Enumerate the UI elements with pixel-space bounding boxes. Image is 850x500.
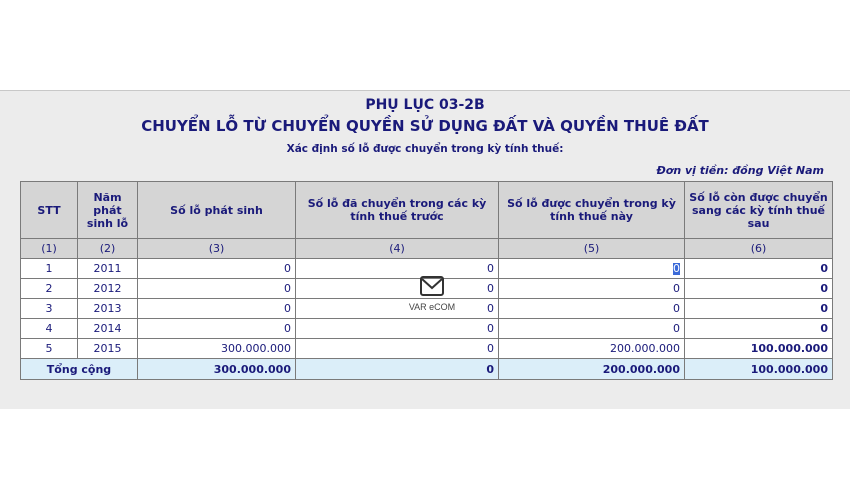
year-cell: 2013 bbox=[78, 299, 138, 319]
col-index: (3) bbox=[138, 239, 296, 259]
col-index: (2) bbox=[78, 239, 138, 259]
total-transfer-this: 200.000.000 bbox=[499, 359, 685, 380]
column-index-row bbox=[21, 239, 833, 259]
form-title: CHUYỂN LỖ TỪ CHUYỂN QUYỀN SỬ DỤNG ĐẤT VÀ QUYỀN THUÊ ĐẤT bbox=[141, 117, 709, 135]
col-header-remaining: Số lỗ còn được chuyển sang các kỳ tính thuế sau bbox=[685, 182, 833, 239]
table-header-row bbox=[21, 182, 833, 239]
col-index: (6) bbox=[685, 239, 833, 259]
remaining-loss-cell: 0 bbox=[685, 279, 833, 299]
watermark bbox=[402, 274, 462, 324]
remaining-loss-cell: 0 bbox=[685, 299, 833, 319]
arising-loss-field[interactable]: 0 bbox=[138, 299, 296, 319]
total-label: Tổng cộng bbox=[21, 359, 138, 380]
stt-cell: 1 bbox=[21, 259, 78, 279]
arising-loss-field[interactable]: 0 bbox=[138, 259, 296, 279]
transfer-this-period-field[interactable]: 0 bbox=[499, 319, 685, 339]
stt-cell: 5 bbox=[21, 339, 78, 359]
col-header-arising: Số lỗ phát sinh bbox=[138, 182, 296, 239]
col-header-transferred-before: Số lỗ đã chuyển trong các kỳ tính thuế trước bbox=[296, 182, 499, 239]
year-cell: 2015 bbox=[78, 339, 138, 359]
arising-loss-field[interactable]: 0 bbox=[138, 279, 296, 299]
col-index: (4) bbox=[296, 239, 499, 259]
total-row bbox=[21, 359, 833, 380]
transferred-before-field[interactable]: 0 bbox=[296, 259, 499, 279]
table-row bbox=[21, 339, 833, 359]
year-cell: 2012 bbox=[78, 279, 138, 299]
remaining-loss-cell: 100.000.000 bbox=[685, 339, 833, 359]
watermark-text: VAR eCOM bbox=[408, 302, 456, 312]
col-header-transfer-this: Số lỗ được chuyển trong kỳ tính thuế này bbox=[499, 182, 685, 239]
total-arising: 300.000.000 bbox=[138, 359, 296, 380]
col-index: (1) bbox=[21, 239, 78, 259]
arising-loss-field[interactable]: 0 bbox=[138, 319, 296, 339]
transferred-before-field[interactable]: 0 bbox=[296, 299, 499, 319]
stt-cell: 2 bbox=[21, 279, 78, 299]
transfer-this-period-field[interactable] bbox=[499, 259, 685, 279]
currency-unit: Đơn vị tiền: đồng Việt Nam bbox=[656, 164, 824, 177]
total-remaining: 100.000.000 bbox=[685, 359, 833, 380]
col-header-stt: STT bbox=[21, 182, 78, 239]
remaining-loss-cell: 0 bbox=[685, 259, 833, 279]
col-header-year: Năm phát sinh lỗ bbox=[78, 182, 138, 239]
transferred-before-field[interactable]: 0 bbox=[296, 279, 499, 299]
total-transferred-before: 0 bbox=[296, 359, 499, 380]
transfer-this-period-field[interactable]: 200.000.000 bbox=[499, 339, 685, 359]
mail-icon bbox=[418, 274, 446, 300]
remaining-loss-cell: 0 bbox=[685, 319, 833, 339]
col-index: (5) bbox=[499, 239, 685, 259]
year-cell: 2011 bbox=[78, 259, 138, 279]
transfer-this-period-field[interactable]: 0 bbox=[499, 279, 685, 299]
appendix-label: PHỤ LỤC 03-2B bbox=[365, 97, 485, 113]
form-subtitle: Xác định số lỗ được chuyển trong kỳ tính thuế: bbox=[286, 143, 564, 155]
stt-cell: 4 bbox=[21, 319, 78, 339]
year-cell: 2014 bbox=[78, 319, 138, 339]
stt-cell: 3 bbox=[21, 299, 78, 319]
arising-loss-field[interactable]: 300.000.000 bbox=[138, 339, 296, 359]
transferred-before-field[interactable]: 0 bbox=[296, 319, 499, 339]
text-cursor-selection: 0 bbox=[673, 262, 680, 275]
transfer-this-period-field[interactable]: 0 bbox=[499, 299, 685, 319]
transferred-before-field[interactable]: 0 bbox=[296, 339, 499, 359]
